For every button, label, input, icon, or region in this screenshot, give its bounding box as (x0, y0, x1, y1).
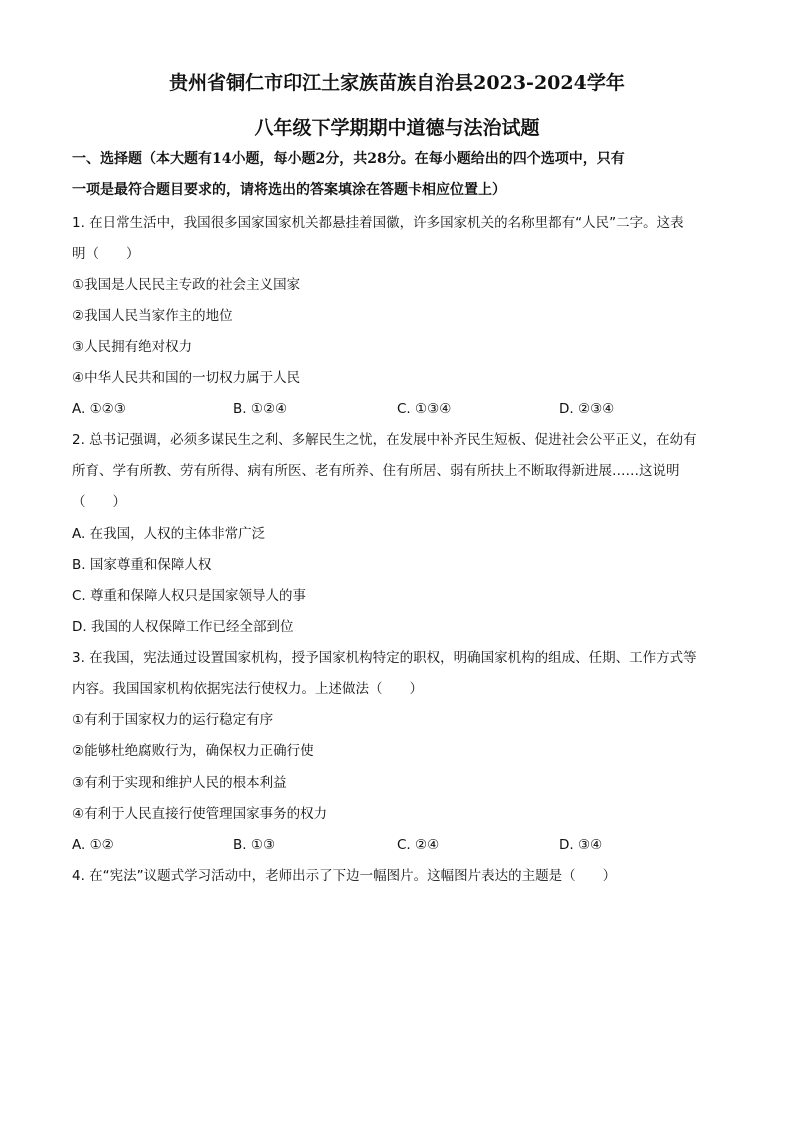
q3-option-a[interactable]: A. ①② (72, 837, 114, 853)
q2-stem-line2: 所育、学有所教、劳有所得、病有所医、老有所养、住有所居、弱有所扶上不断取得新进展……这说明 (72, 463, 680, 479)
q1-options (72, 399, 732, 419)
q1-item-3: ③人民拥有绝对权力 (72, 339, 193, 355)
section-heading-line1: 一、选择题（本大题有14小题，每小题2分，共28分。在每小题给出的四个选项中，只有 (72, 151, 625, 167)
q3-option-d[interactable]: D. ③④ (559, 837, 603, 853)
q2-stem-line1: 2. 总书记强调，必须多谋民生之利、多解民生之忧，在发展中补齐民生短板、促进社会公平正义，在幼有 (72, 432, 697, 448)
q3-option-b[interactable]: B. ①③ (233, 837, 276, 853)
q3-options (72, 835, 732, 855)
q3-option-c[interactable]: C. ②④ (397, 837, 440, 853)
q2-option-d[interactable]: D. 我国的人权保障工作已经全部到位 (72, 619, 294, 635)
q4-stem-line1: 4. 在“宪法”议题式学习活动中，老师出示了下边一幅图片。这幅图片表达的主题是（ ） (72, 868, 617, 884)
q1-item-2: ②我国人民当家作主的地位 (72, 308, 233, 324)
q1-option-a[interactable]: A. ①②③ (72, 401, 126, 417)
q1-option-d[interactable]: D. ②③④ (559, 401, 615, 417)
q1-item-1: ①我国是人民民主专政的社会主义国家 (72, 277, 301, 293)
document-title-line2: 八年级下学期期中道德与法治试题 (254, 117, 540, 139)
q2-option-a[interactable]: A. 在我国，人权的主体非常广泛 (72, 526, 266, 542)
q1-option-c[interactable]: C. ①③④ (397, 401, 452, 417)
document-title-line1: 贵州省铜仁市印江土家族苗族自治县2023-2024学年 (169, 72, 625, 94)
section-heading-line2: 一项是最符合题目要求的，请将选出的答案填涂在答题卡相应位置上） (72, 182, 506, 198)
q3-item-2: ②能够杜绝腐败行为，确保权力正确行使 (72, 743, 314, 759)
q3-item-3: ③有利于实现和维护人民的根本利益 (72, 775, 287, 791)
q3-item-1: ①有利于国家权力的运行稳定有序 (72, 712, 274, 728)
q1-stem-line1: 1. 在日常生活中，我国很多国家国家机关都悬挂着国徽，许多国家机关的名称里都有“人民”二字。这表 (72, 215, 684, 231)
q2-option-b[interactable]: B. 国家尊重和保障人权 (72, 557, 212, 573)
q1-item-4: ④中华人民共和国的一切权力属于人民 (72, 370, 301, 386)
q1-option-b[interactable]: B. ①②④ (233, 401, 288, 417)
q3-stem-line2: 内容。我国国家机构依据宪法行使权力。上述做法（ ） (72, 681, 423, 697)
q3-item-4: ④有利于人民直接行使管理国家事务的权力 (72, 806, 328, 822)
q2-stem-line3: （ ） (72, 494, 126, 510)
q1-stem-line2: 明（ ） (72, 246, 140, 262)
q2-option-c[interactable]: C. 尊重和保障人权只是国家领导人的事 (72, 588, 307, 604)
q3-stem-line1: 3. 在我国，宪法通过设置国家机构，授予国家机构特定的职权，明确国家机构的组成、任期、工作方式等 (72, 650, 697, 666)
